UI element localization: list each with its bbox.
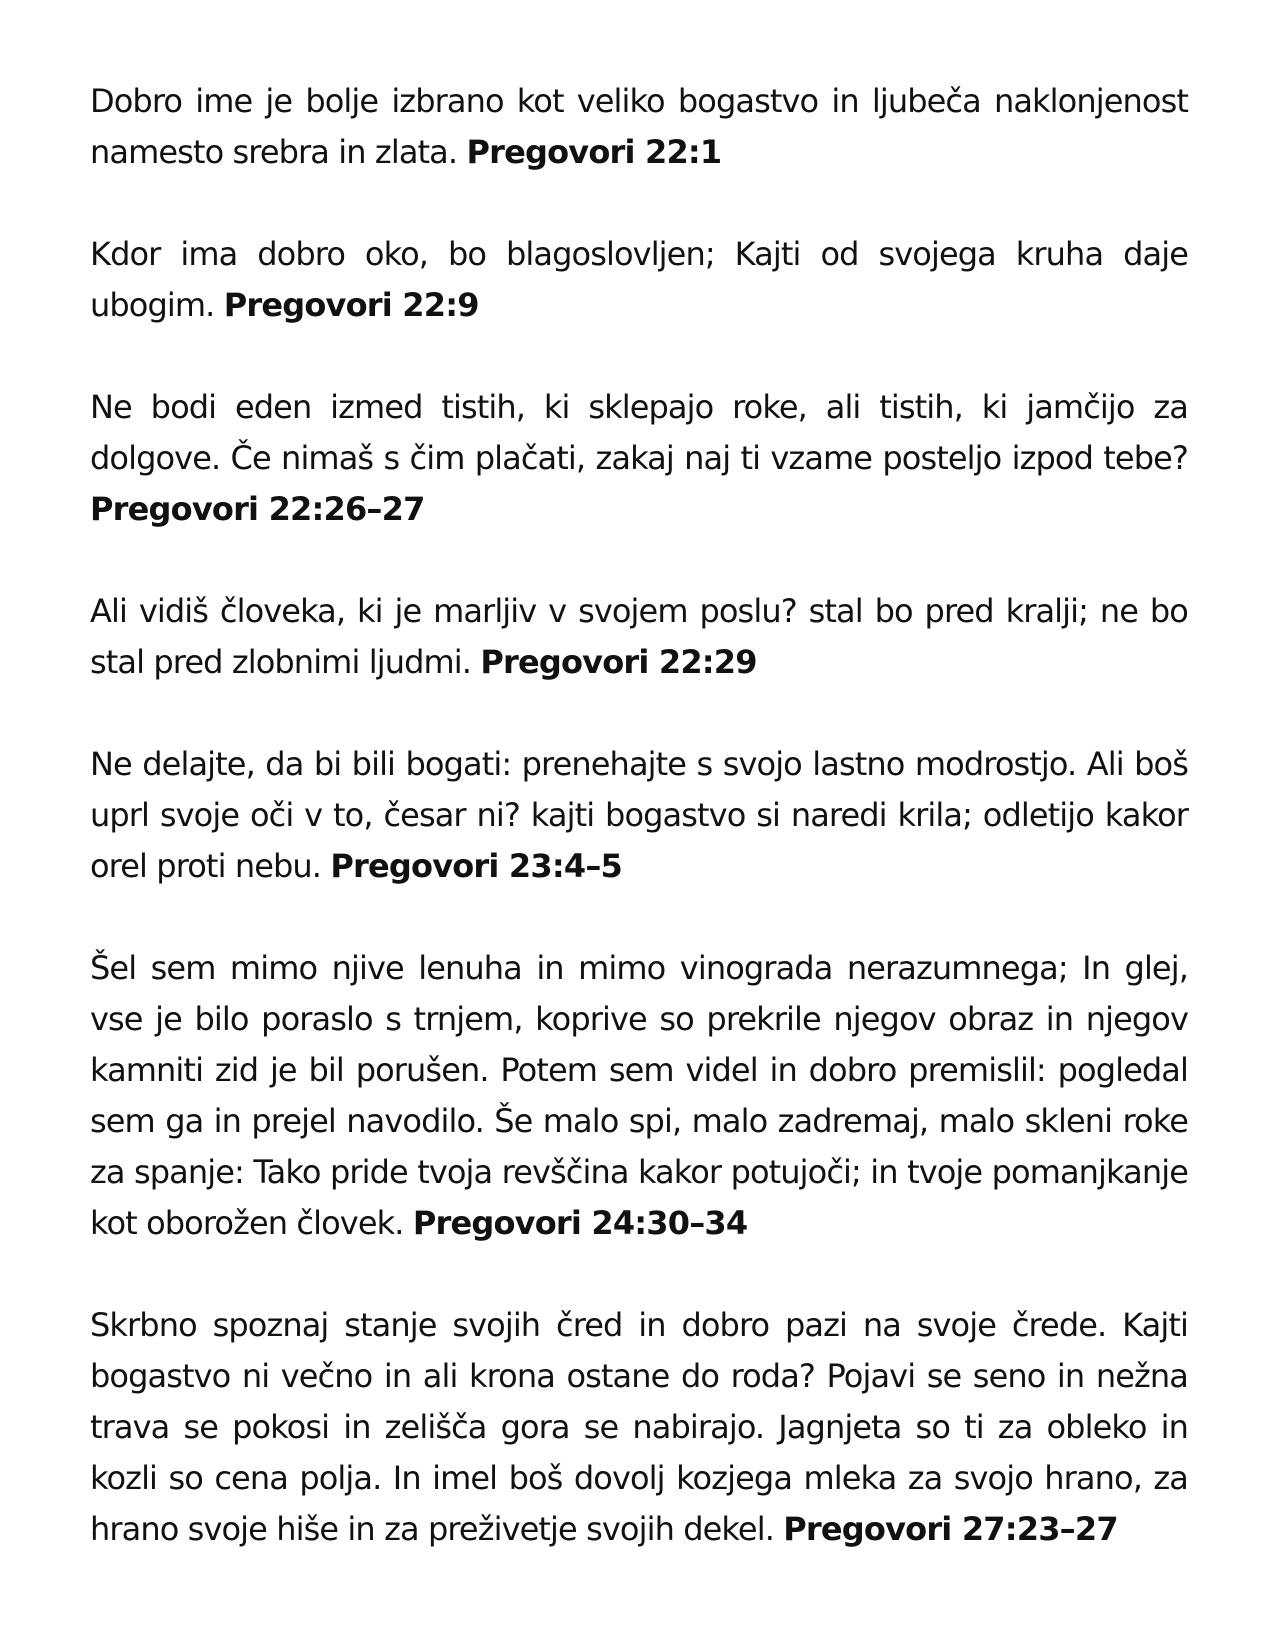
verse-reference: Pregovori 22:9 bbox=[223, 286, 479, 324]
verse-text: Skrbno spoznaj stanje svojih čred in dobro pazi na svoje črede. Kajti bogastvo ni večno in ali krona ostane do roda? Pojavi se seno in nežna trava se pokosi in zelišča gora se nabirajo. Jagnjeta so ti za obleko in kozli so cena polja. In imel boš dovolj kozjega mleka za svojo hrano, za hrano svoje hiše in za preživetje svojih dekel. bbox=[90, 1306, 1188, 1548]
verse-text: Ali vidiš človeka, ki je marljiv v svojem poslu? stal bo pred kralji; ne bo stal pred zlobnimi ljudmi. bbox=[90, 592, 1188, 681]
verse-paragraph bbox=[90, 229, 1188, 331]
verse-reference: Pregovori 23:4–5 bbox=[330, 847, 622, 885]
verse-reference: Pregovori 22:26–27 bbox=[90, 490, 425, 528]
verse-paragraph bbox=[90, 1300, 1188, 1555]
verse-paragraph bbox=[90, 739, 1188, 892]
verse-text: Šel sem mimo njive lenuha in mimo vinograda nerazumnega; In glej, vse je bilo poraslo s trnjem, koprive so prekrile njegov obraz in njegov kamniti zid je bil porušen. Potem sem videl in dobro premislil: pogledal sem ga in prejel navodilo. Še malo spi, malo zadremaj, malo skleni roke za spanje: Tako pride tvoja revščina kakor potujoči; in tvoje pomanjkanje kot oborožen človek. bbox=[90, 949, 1188, 1242]
verse-paragraph bbox=[90, 586, 1188, 688]
verse-paragraph bbox=[90, 76, 1188, 178]
verse-reference: Pregovori 22:29 bbox=[480, 643, 757, 681]
verse-text: Dobro ime je bolje izbrano kot veliko bogastvo in ljubeča naklonjenost namesto srebra in zlata. bbox=[90, 82, 1188, 171]
verse-paragraph bbox=[90, 382, 1188, 535]
verse-text: Ne delajte, da bi bili bogati: prenehajte s svojo lastno modrostjo. Ali boš uprl svoje oči v to, česar ni? kajti bogastvo si naredi krila; odletijo kakor orel proti nebu. bbox=[90, 745, 1188, 885]
verse-reference: Pregovori 22:1 bbox=[466, 133, 722, 171]
verse-text: Kdor ima dobro oko, bo blagoslovljen; Kajti od svojega kruha daje ubogim. bbox=[90, 235, 1188, 324]
verse-reference: Pregovori 24:30–34 bbox=[412, 1204, 748, 1242]
verse-reference: Pregovori 27:23–27 bbox=[783, 1510, 1118, 1548]
verse-text: Ne bodi eden izmed tistih, ki sklepajo roke, ali tistih, ki jamčijo za dolgove. Če nimaš s čim plačati, zakaj naj ti vzame posteljo izpod tebe? bbox=[90, 388, 1188, 477]
verse-paragraph bbox=[90, 943, 1188, 1249]
document-page bbox=[90, 76, 1188, 1555]
